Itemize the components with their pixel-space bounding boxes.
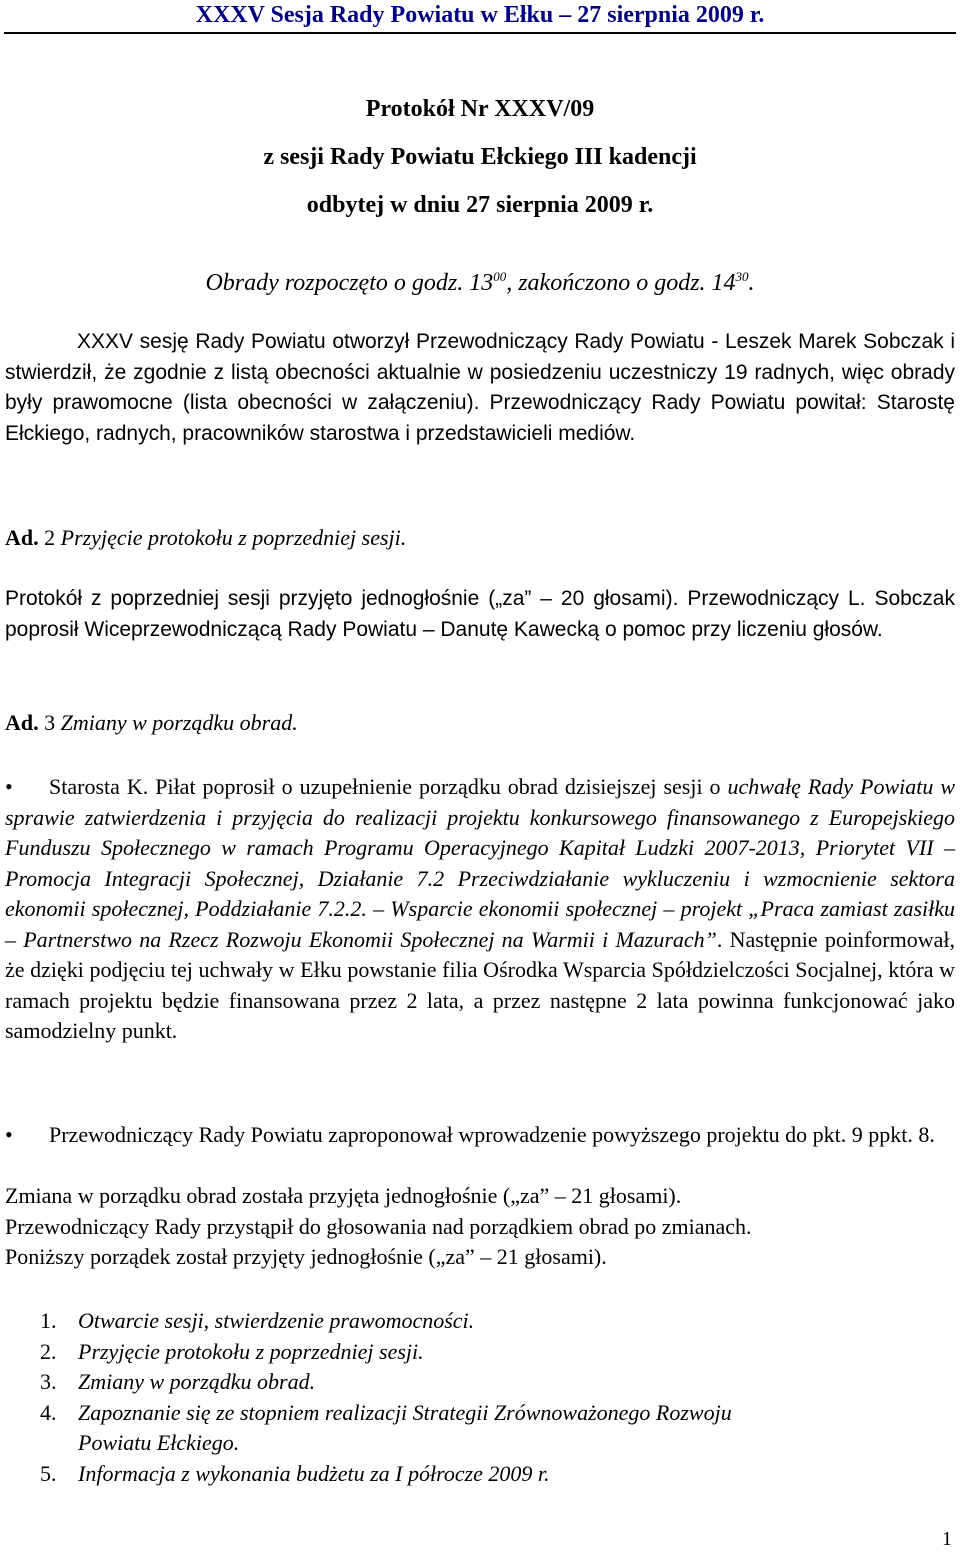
ad2-title: Przyjęcie protokołu z poprzedniej sesji. <box>60 525 407 550</box>
ad2-label: Ad. <box>5 525 39 550</box>
result-line-3: Poniższy porządek został przyjęty jednogłośnie („za” – 21 głosami). <box>5 1244 607 1269</box>
result-line-1: Zmiana w porządku obrad została przyjęta jednogłośnie („za” – 21 głosami). <box>5 1183 682 1208</box>
title-line-3: odbytej w dniu 27 sierpnia 2009 r. <box>306 192 654 218</box>
ad3-bullet-1 <box>5 772 955 1047</box>
ad3-label: Ad. <box>5 710 39 735</box>
opening-paragraph <box>5 327 955 449</box>
bullet-icon: • <box>5 1122 13 1147</box>
time-prefix: Obrady rozpoczęto o godz. 13 <box>205 270 494 296</box>
ad2-paragraph: Protokół z poprzedniej sesji przyjęto jednogłośnie („za” – 20 głosami). Przewodniczący L. Sobczak poprosił Wiceprzewodniczącą Rady Powiatu – Danutę Kawecką o pomoc przy liczeniu głosów. <box>5 587 955 641</box>
start-minutes: 00 <box>493 269 507 284</box>
ad2-number: 2 <box>44 525 56 550</box>
ad3-number: 3 <box>44 710 56 735</box>
agenda-item-3: 3. Zmiany w porządku obrad. <box>40 1369 316 1394</box>
ad3-title: Zmiany w porządku obrad. <box>60 710 298 735</box>
title-line-2: z sesji Rady Powiatu Ełckiego III kadencji <box>263 144 697 170</box>
agenda-item-5: 5. Informacja z wykonania budżetu za I półrocze 2009 r. <box>40 1460 550 1486</box>
opening-text: XXXV sesję Rady Powiatu otworzył Przewodniczący Rady Powiatu - Leszek Marek Sobczak i stwierdził, że zgodnie z listą obecności aktualnie w posiedzeniu uczestniczy 19 radnych, więc obrady były prawomocne (lista obecności w załączeniu). Przewodniczący Rady Powiatu powitał: Starostę Ełckiego, radnych, pracowników starostwa i przedstawicieli mediów. <box>5 330 955 445</box>
agenda-item-4: 4. Zapoznanie się ze stopniem realizacji Strategii Zrównoważonego Rozwoju <box>40 1399 732 1425</box>
title-line-1: Protokół Nr XXXV/09 <box>365 96 595 122</box>
bullet-icon: • <box>5 774 13 799</box>
bullet1-text-b: . Następnie poinformował, że dzięki podjęciu tej uchwały w Ełku powstanie filia Ośrodka Wsparcia Spółdzielczości Socjalnej, która w ramach projektu będzie finansowana przez 2 lata, a przez następne 2 lata powinna funkcjonować jako samodzielny punkt. <box>5 926 955 1043</box>
agenda-item-1: 1. Otwarcie sesji, stwierdzenie prawomocności. <box>40 1308 475 1333</box>
time-middle: , zakończono o godz. 14 <box>506 270 736 296</box>
agenda-list <box>40 1306 955 1489</box>
page-number: 1 <box>942 1528 952 1550</box>
time-suffix: . <box>748 270 755 296</box>
ad3-results <box>5 1181 955 1273</box>
protocol-title <box>0 85 960 229</box>
header-rule <box>4 32 956 34</box>
bullet1-resolution-title: uchwałę Rady Powiatu w sprawie zatwierdzenia i przyjęcia do realizacji projektu konkursowego finansowanego z Europejskiego Funduszu Społecznego w ramach Programu Operacyjnego Kapitał Ludzki 2007-2013, Priorytet VII – Promocja Integracji Społecznej, Działanie 7.2 Przeciwdziałanie wykluczeniu i wzmocnienie sektora ekonomii społecznej, Poddziałanie 7.2.2. – Wsparcie ekonomii społecznej – projekt „Praca zamiast zasiłku – Partnerstwo na Rzecz Rozwoju Ekonomii Społecznej na Warmii i Mazurach” <box>5 774 955 952</box>
ad3-bullet-2 <box>5 1120 955 1151</box>
session-time <box>0 268 960 298</box>
agenda-item-2: 2. Przyjęcie protokołu z poprzedniej sesji. <box>40 1338 424 1364</box>
ad3-heading <box>5 708 955 738</box>
bullet1-text-a: Starosta K. Piłat poprosił o uzupełnienie porządku obrad dzisiejszej sesji o <box>49 774 728 799</box>
bullet2-text: Przewodniczący Rady Powiatu zaproponował wprowadzenie powyższego projektu do pkt. 9 ppkt. 8. <box>49 1122 935 1147</box>
ad2-heading <box>5 523 955 553</box>
result-line-2: Przewodniczący Rady przystąpił do głosowania nad porządkiem obrad po zmianach. <box>5 1213 752 1239</box>
end-minutes: 30 <box>735 269 749 284</box>
agenda-item-4-cont: Powiatu Ełckiego. <box>78 1430 240 1455</box>
running-header: XXXV Sesja Rady Powiatu w Ełku – 27 sierpnia 2009 r. <box>195 2 765 28</box>
